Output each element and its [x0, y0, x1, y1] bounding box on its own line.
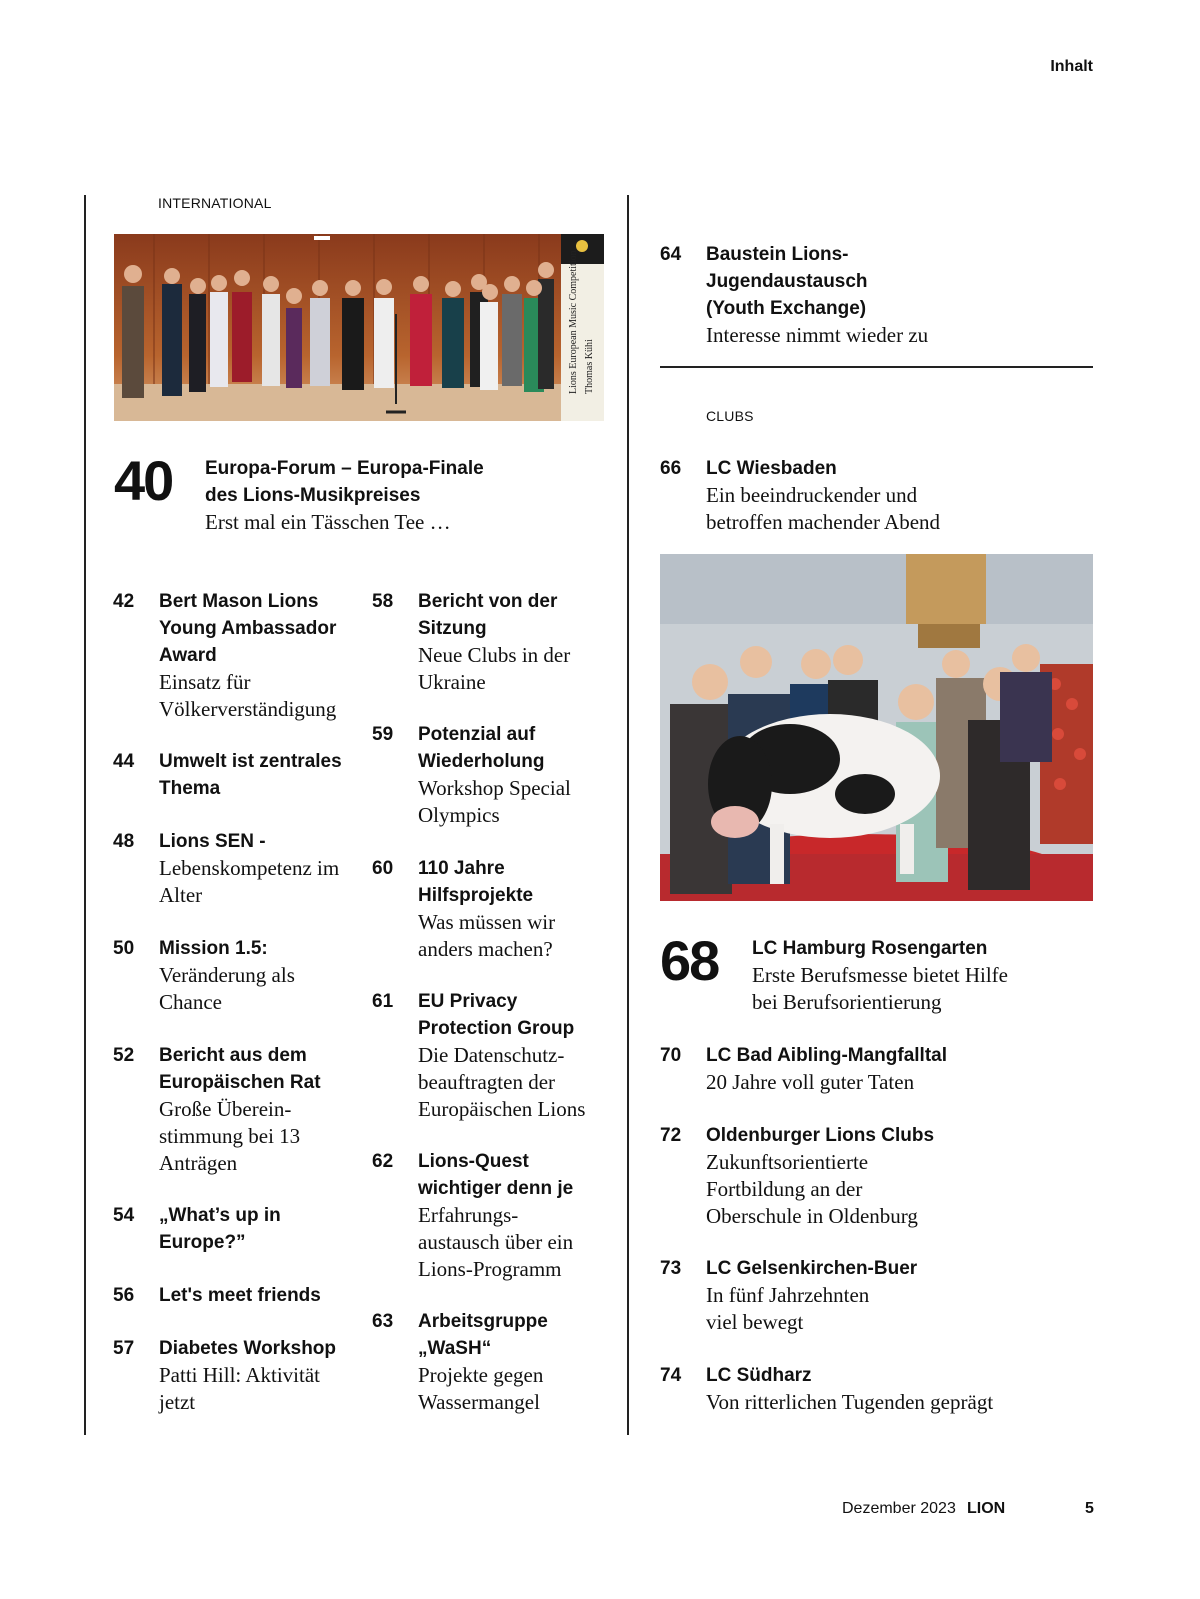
toc-page-number: 72	[660, 1125, 682, 1146]
toc-title: Bericht aus dem	[159, 1045, 307, 1066]
toc-title: Award	[159, 645, 217, 666]
toc-title: Wiederholung	[418, 751, 545, 772]
toc-subtitle: Neue Clubs in der	[418, 643, 571, 667]
feature-title-line-2: des Lions-Musikpreises	[205, 485, 421, 506]
section-header: Inhalt	[1050, 58, 1093, 75]
toc-subtitle: Chance	[159, 990, 222, 1014]
toc-subtitle: Zukunftsorientierte	[706, 1150, 869, 1174]
toc-page-number: 48	[113, 831, 135, 852]
toc-title: Baustein Lions-	[706, 244, 849, 265]
toc-page-number: 50	[113, 938, 135, 959]
feature-number-68: 68	[660, 929, 719, 992]
toc-page-number: 56	[113, 1285, 135, 1306]
toc-page-number: 42	[113, 591, 135, 612]
toc-title: Diabetes Workshop	[159, 1338, 337, 1359]
toc-title: (Youth Exchange)	[706, 298, 867, 319]
section-label-international: INTERNATIONAL	[158, 195, 272, 211]
toc-entry[interactable]	[113, 1202, 363, 1256]
section-label-clubs: CLUBS	[706, 408, 754, 424]
toc-page-number: 60	[372, 858, 394, 879]
toc-subtitle: Die Datenschutz-	[418, 1043, 565, 1067]
toc-subtitle: Workshop Special	[418, 776, 571, 800]
toc-title: Potenzial auf	[418, 724, 536, 745]
toc-entry[interactable]	[113, 748, 363, 802]
toc-page-number: 59	[372, 724, 394, 745]
toc-subtitle: austausch über ein	[418, 1230, 574, 1254]
toc-subtitle: Interesse nimmt wieder zu	[706, 323, 929, 347]
toc-entry[interactable]	[660, 455, 1092, 536]
feature-subtitle-line-1: Erste Berufsmesse bietet Hilfe	[752, 963, 1008, 987]
toc-subtitle: Erfahrungs-	[418, 1203, 519, 1227]
toc-page-number: 54	[113, 1205, 135, 1226]
toc-page-number: 74	[660, 1365, 682, 1386]
photo-club-cow	[660, 554, 1093, 901]
toc-subtitle: Oberschule in Oldenburg	[706, 1204, 918, 1228]
toc-title: Protection Group	[418, 1018, 575, 1039]
toc-title: wichtiger denn je	[418, 1178, 574, 1199]
toc-page-number: 64	[660, 244, 682, 265]
toc-title: Arbeitsgruppe	[418, 1311, 548, 1332]
toc-subtitle: betroffen machender Abend	[706, 510, 941, 534]
toc-entry[interactable]	[113, 1335, 363, 1416]
section-divider	[660, 366, 1093, 368]
toc-subtitle: Ein beeindruckender und	[706, 483, 918, 507]
toc-page-number: 66	[660, 458, 682, 479]
toc-title: Let's meet friends	[159, 1285, 321, 1306]
feature-title-line-1: Europa-Forum – Europa-Finale	[205, 458, 484, 479]
toc-subtitle: stimmung bei 13	[159, 1124, 301, 1148]
toc-title: Thema	[159, 778, 221, 799]
toc-subtitle: Völkerverständigung	[159, 697, 337, 721]
toc-subtitle: Olympics	[418, 803, 500, 827]
toc-entry[interactable]	[372, 1148, 612, 1283]
toc-page-number: 44	[113, 751, 135, 772]
toc-entry[interactable]	[372, 588, 612, 696]
toc-entry[interactable]	[660, 1362, 1092, 1416]
toc-subtitle: Patti Hill: Aktivität	[159, 1363, 321, 1387]
feature-subtitle: Erst mal ein Tässchen Tee …	[205, 510, 451, 534]
toc-entry[interactable]	[372, 1308, 612, 1416]
toc-subtitle: Einsatz für	[159, 670, 251, 694]
toc-subtitle: jetzt	[159, 1390, 196, 1414]
toc-title: Oldenburger Lions Clubs	[706, 1125, 935, 1146]
toc-entry[interactable]	[660, 1122, 1092, 1230]
feature-subtitle-line-2: bei Berufsorientierung	[752, 990, 942, 1014]
toc-page-number: 63	[372, 1311, 394, 1332]
toc-page-number: 70	[660, 1045, 682, 1066]
toc-subtitle: viel bewegt	[706, 1310, 804, 1334]
toc-page-number: 73	[660, 1258, 682, 1279]
toc-title: Umwelt ist zentrales	[159, 751, 342, 772]
toc-title: LC Südharz	[706, 1365, 812, 1386]
toc-page-number: 57	[113, 1338, 135, 1359]
toc-entry[interactable]	[113, 935, 363, 1016]
feature-entry-68[interactable]	[752, 935, 1008, 1016]
toc-title: Lions SEN -	[159, 831, 266, 852]
toc-subtitle: Große Überein-	[159, 1097, 292, 1121]
feature-title: LC Hamburg Rosengarten	[752, 938, 988, 959]
toc-subtitle: 20 Jahre voll guter Taten	[706, 1070, 915, 1094]
toc-title: LC Bad Aibling-Mangfalltal	[706, 1045, 948, 1066]
toc-subtitle: anders machen?	[418, 937, 553, 961]
banner-text-competition: Lions European Music Competition	[568, 250, 579, 394]
photo-music-competition	[114, 234, 604, 421]
toc-subtitle: Alter	[159, 883, 203, 907]
center-column-rule	[627, 195, 629, 1435]
toc-title: Bericht von der	[418, 591, 558, 612]
toc-subtitle: Anträgen	[159, 1151, 238, 1175]
toc-subtitle: Lions-Programm	[418, 1257, 562, 1281]
toc-title: EU Privacy	[418, 991, 518, 1012]
toc-entry[interactable]	[660, 241, 1092, 349]
toc-page-number: 62	[372, 1151, 394, 1172]
toc-title: LC Gelsenkirchen-Buer	[706, 1258, 918, 1279]
footer-issue: Dezember 2023	[842, 1500, 956, 1517]
toc-title: Young Ambassador	[159, 618, 337, 639]
toc-title: Hilfsprojekte	[418, 885, 534, 906]
toc-subtitle: Europäischen Lions	[418, 1097, 586, 1121]
toc-title: Bert Mason Lions	[159, 591, 319, 612]
toc-title: Lions-Quest	[418, 1151, 529, 1172]
toc-title: Jugendaustausch	[706, 271, 868, 292]
toc-subtitle: Von ritterlichen Tugenden geprägt	[706, 1390, 994, 1414]
feature-entry-40[interactable]	[205, 455, 484, 536]
toc-title: „WaSH“	[418, 1338, 492, 1359]
toc-title: Mission 1.5:	[159, 938, 268, 959]
footer-magazine: LION	[967, 1500, 1006, 1517]
toc-subtitle: Veränderung als	[159, 963, 295, 987]
toc-subtitle: Fortbildung an der	[706, 1177, 863, 1201]
toc-subtitle: Projekte gegen	[418, 1363, 544, 1387]
toc-title: Europe?”	[159, 1232, 246, 1253]
toc-entry[interactable]	[660, 1042, 1092, 1096]
toc-entry[interactable]	[113, 1042, 363, 1177]
toc-entry[interactable]	[372, 855, 612, 963]
feature-number-40: 40	[114, 449, 173, 512]
toc-subtitle: Wassermangel	[418, 1390, 540, 1414]
toc-entry[interactable]	[113, 588, 363, 723]
toc-title: Europäischen Rat	[159, 1072, 321, 1093]
toc-page-number: 52	[113, 1045, 135, 1066]
toc-entry[interactable]	[113, 828, 363, 909]
toc-title: LC Wiesbaden	[706, 458, 837, 479]
toc-entry[interactable]	[372, 988, 612, 1123]
toc-title: 110 Jahre	[418, 858, 505, 879]
toc-entry[interactable]	[113, 1282, 363, 1309]
toc-page-number: 58	[372, 591, 394, 612]
banner-text-name: Thomas Kühi	[584, 339, 595, 394]
toc-title: Sitzung	[418, 618, 487, 639]
toc-subtitle: beauftragten der	[418, 1070, 556, 1094]
footer-page-number: 5	[1085, 1500, 1094, 1517]
toc-subtitle: Lebenskompetenz im	[159, 856, 340, 880]
toc-entry[interactable]	[372, 721, 612, 829]
toc-title: „What’s up in	[159, 1205, 281, 1226]
toc-entry[interactable]	[660, 1255, 1092, 1336]
toc-subtitle: In fünf Jahrzehnten	[706, 1283, 870, 1307]
toc-subtitle: Ukraine	[418, 670, 486, 694]
toc-subtitle: Was müssen wir	[418, 910, 556, 934]
left-margin-rule	[84, 195, 86, 1435]
toc-page-number: 61	[372, 991, 394, 1012]
